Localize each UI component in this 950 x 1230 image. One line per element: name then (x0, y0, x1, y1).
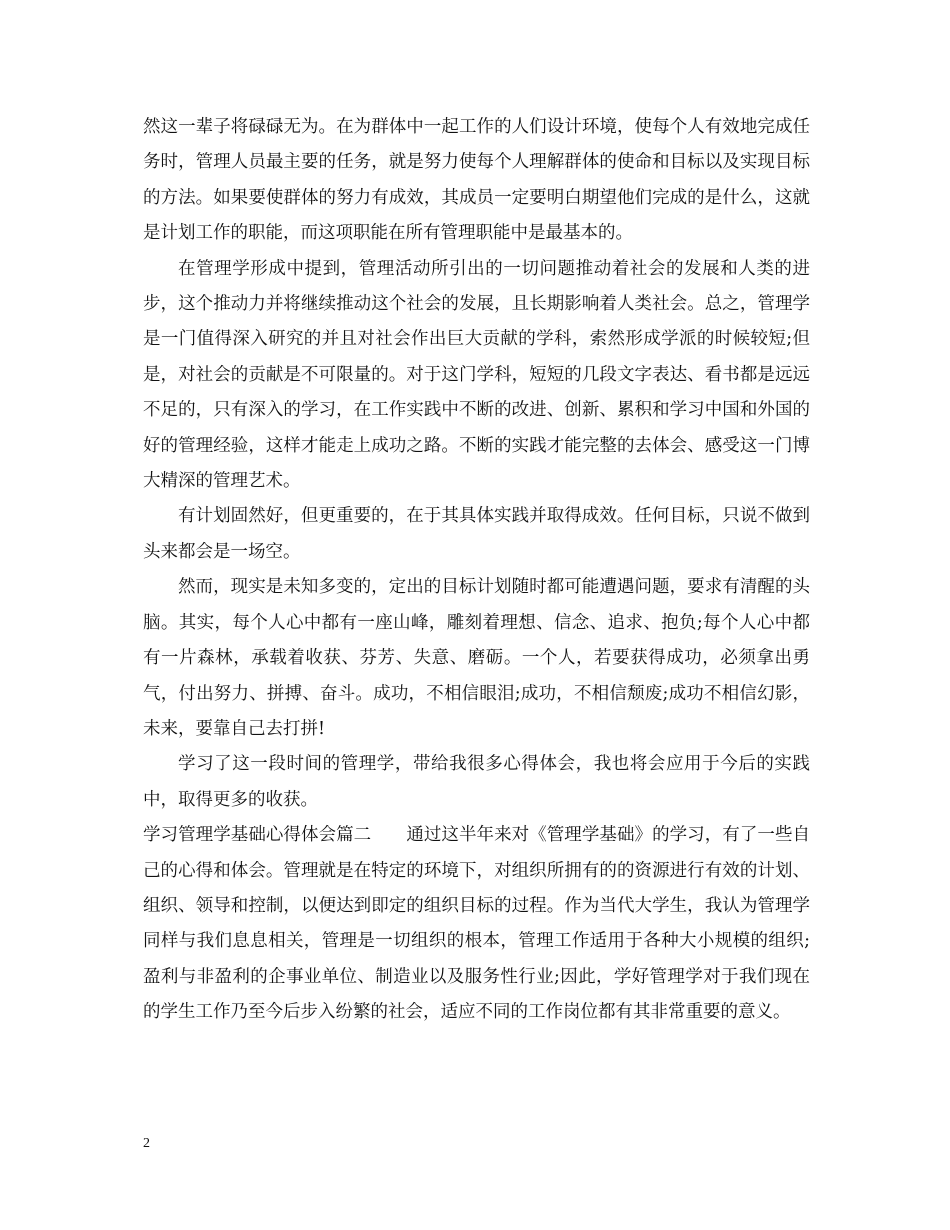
page-number: 2 (143, 1136, 150, 1151)
section-text: 通过这半年来对《管理学基础》的学习，有了一些自己的心得和体会。管理就是在特定的环境下，对组织所拥有的的资源进行有效的计划、组织、领导和控制，以便达到即定的组织目标的过程。作为当代大学生，我认为管理学同样与我们息息相关，管理是一切组织的根本，管理工作适用于各种大小规模的组织;盈利与非盈利的企事业单位、制造业以及服务性行业;因此，学好管理学对于我们现在的学生工作乃至今后步入纷繁的社会，适应不同的工作岗位都有其非常重要的意义。 (143, 825, 811, 1023)
paragraph-4: 然而，现实是未知多变的，定出的目标计划随时都可能遭遇问题，要求有清醒的头脑。其实，每个人心中都有一座山峰，雕刻着理想、信念、追求、抱负;每个人心中都有一片森林，承载着收获、芬芳、失意、磨砺。一个人，若要获得成功，必须拿出勇气，付出努力、拼搏、奋斗。成功，不相信眼泪;成功，不相信颓废;成功不相信幻影，未来，要靠自己去打拼! (143, 577, 810, 739)
heading-gap (371, 825, 406, 845)
document-body (143, 110, 810, 1031)
paragraph-1: 然这一辈子将碌碌无为。在为群体中一起工作的人们设计环境，使每个人有效地完成任务时，管理人员最主要的任务，就是努力使每个人理解群体的使命和目标以及实现目标的方法。如果要使群体的努力有成效，其成员一定要明白期望他们完成的是什么，这就是计划工作的职能，而这项职能在所有管理职能中是最基本的。 (143, 117, 810, 244)
section-heading: 学习管理学基础心得体会篇二 (143, 825, 372, 846)
paragraph-3: 有计划固然好，但更重要的，在于其具体实践并取得成效。任何目标，只说不做到头来都会是一场空。 (143, 506, 810, 562)
section-two-paragraph (143, 818, 810, 1030)
paragraph-2: 在管理学形成中提到，管理活动所引出的一切问题推动着社会的发展和人类的进步，这个推动力并将继续推动这个社会的发展，且长期影响着人类社会。总之，管理学是一门值得深入研究的并且对社会作出巨大贡献的学科，索然形成学派的时候较短;但是，对社会的贡献是不可限量的。对于这门学科，短短的几段文字表达、看书都是远远不足的，只有深入的学习，在工作实践中不断的改进、创新、累积和学习中国和外国的好的管理经验，这样才能走上成功之路。不断的实践才能完整的去体会、感受这一门博大精深的管理艺术。 (143, 258, 810, 492)
paragraph-5: 学习了这一段时间的管理学，带给我很多心得体会，我也将会应用于今后的实践中，取得更多的收获。 (143, 754, 810, 810)
